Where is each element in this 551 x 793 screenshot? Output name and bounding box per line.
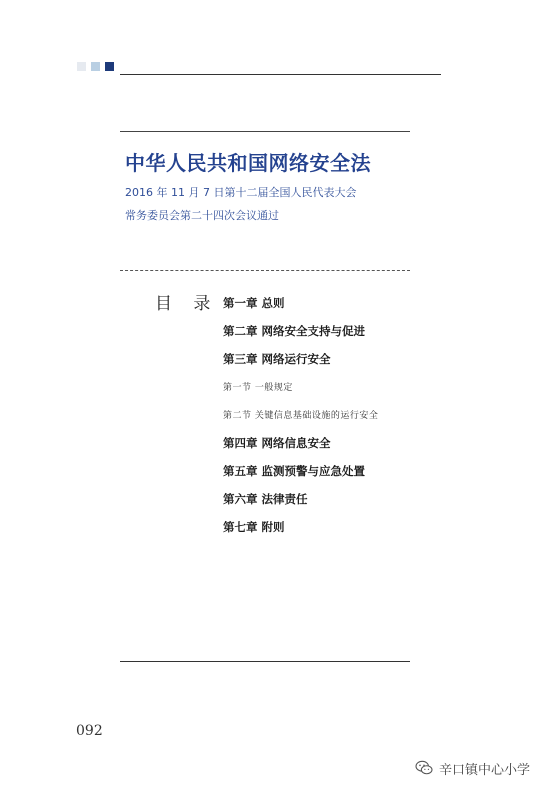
bottom-rule <box>120 661 410 662</box>
subtitle-line-2: 常务委员会第二十四次会议通过 <box>125 209 279 222</box>
toc-item: 第六章 法律责任 <box>223 492 308 506</box>
wechat-icon <box>415 760 433 776</box>
decor-square-mid <box>91 62 100 71</box>
law-title: 中华人民共和国网络安全法 <box>125 151 371 175</box>
title-rule-top <box>120 131 410 132</box>
toc-item: 第七章 附则 <box>223 520 285 534</box>
decor-square-light <box>77 62 86 71</box>
toc-item: 第五章 监测预警与应急处置 <box>223 464 366 478</box>
dashed-divider <box>120 270 410 271</box>
toc-item: 第二章 网络安全支持与促进 <box>223 324 366 338</box>
page-number: 092 <box>76 723 103 739</box>
toc-heading: 目 录 <box>155 294 219 314</box>
toc-section-item: 第二节 关键信息基础设施的运行安全 <box>223 411 379 421</box>
watermark <box>415 758 530 778</box>
watermark-text: 辛口镇中心小学 <box>439 762 531 778</box>
toc-section-item: 第一节 一般规定 <box>223 383 293 393</box>
header-rule <box>120 74 441 75</box>
decor-square-dark <box>105 62 114 71</box>
subtitle-line-1: 2016 年 11 月 7 日第十二届全国人民代表大会 <box>125 186 357 199</box>
toc-item: 第四章 网络信息安全 <box>223 436 331 450</box>
toc-item: 第一章 总则 <box>223 296 285 310</box>
toc-item: 第三章 网络运行安全 <box>223 352 331 366</box>
